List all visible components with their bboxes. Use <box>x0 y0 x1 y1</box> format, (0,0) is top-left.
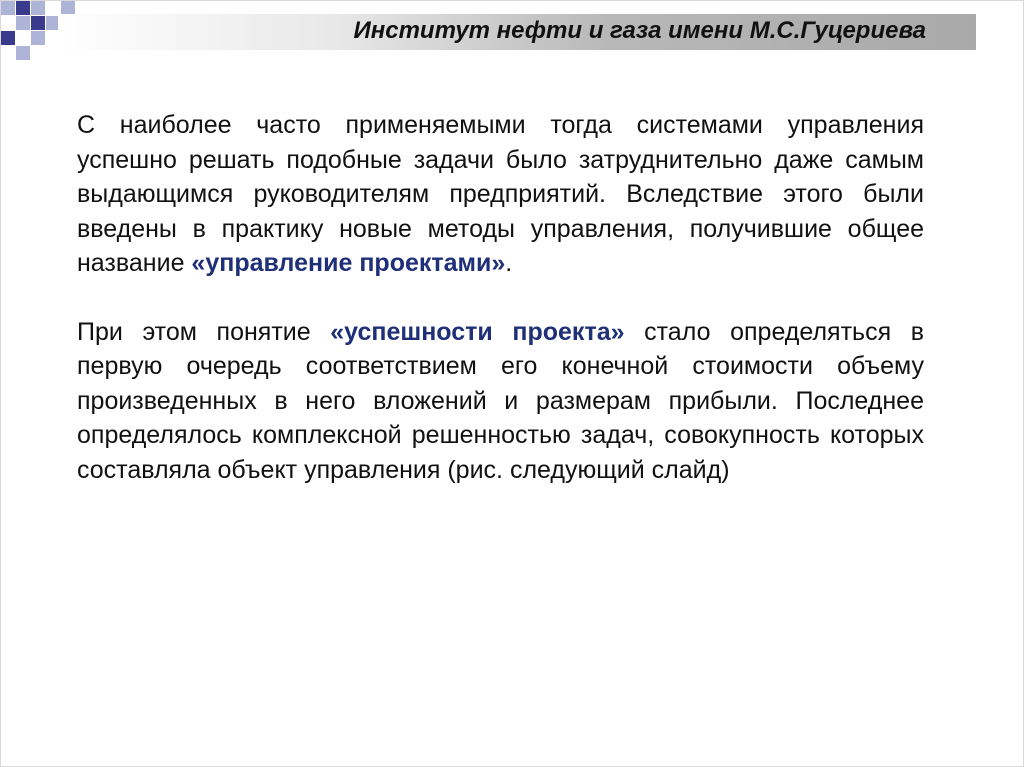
deco-square <box>16 1 30 15</box>
deco-square <box>16 16 30 30</box>
paragraph-1-text: С наиболее часто применяемыми тогда системами управления успешно решать подобные задачи было затруднительно даже самым выдающимся руководителям предприятий. Вследствие этого были введены в практику новые методы управления, получившие общее название <box>77 111 924 277</box>
term-project-success: «успешности проекта» <box>330 317 625 346</box>
deco-square <box>1 1 15 15</box>
deco-square <box>31 1 45 15</box>
deco-square <box>61 1 75 15</box>
paragraph-2 <box>77 315 924 488</box>
deco-square <box>31 16 45 30</box>
paragraph-1-end: . <box>505 249 513 277</box>
deco-square <box>16 46 30 60</box>
paragraph-2-text: стало определяться в первую очередь соответствием его конечной стоимости объему произведенных в него вложений и размерам прибыли. Последнее определялось комплексной решенностью задач, совокупность которых составляла объект управления (рис. следующий слайд) <box>77 317 925 484</box>
slide-title: Институт нефти и газа имени М.С.Гуцериева <box>353 17 926 44</box>
deco-square <box>1 31 15 45</box>
term-project-management: «управление проектами» <box>191 249 506 277</box>
slide-body <box>77 108 924 487</box>
paragraph-1 <box>77 108 924 281</box>
paragraph-2-start: При этом понятие <box>77 317 331 346</box>
deco-square <box>31 31 45 45</box>
